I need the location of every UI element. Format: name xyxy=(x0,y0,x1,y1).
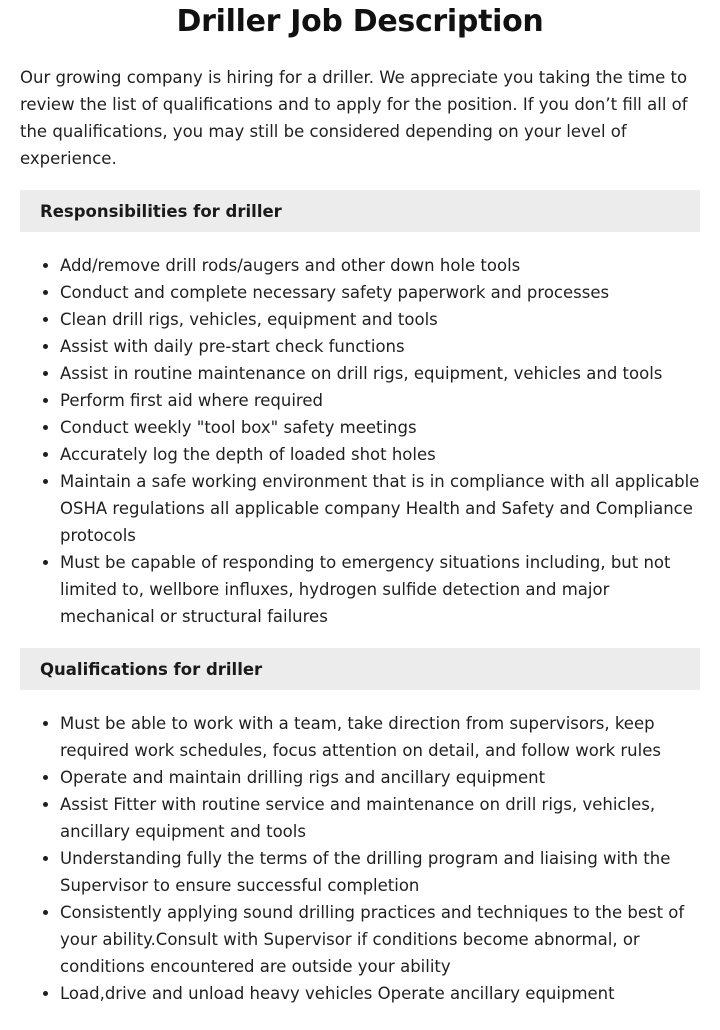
qualifications-list xyxy=(20,710,700,1007)
list-item: • Consistently applying sound drilling practices and techniques to the best of your ability.Consult with Supervisor if conditions become abnormal, or conditions encountered are outside your ability xyxy=(60,899,700,980)
list-item: • Accurately log the depth of loaded shot holes xyxy=(60,441,700,468)
list-item: • Operate and maintain drilling rigs and ancillary equipment xyxy=(60,764,700,791)
list-item: • Must be able to work with a team, take direction from supervisors, keep required work schedules, focus attention on detail, and follow work rules xyxy=(60,710,700,764)
qualifications-header xyxy=(20,648,700,690)
list-item: • Clean drill rigs, vehicles, equipment and tools xyxy=(60,306,700,333)
list-item: • Conduct weekly "tool box" safety meetings xyxy=(60,414,700,441)
list-item: • Load,drive and unload heavy vehicles Operate ancillary equipment xyxy=(60,980,700,1007)
list-item: • Must be capable of responding to emergency situations including, but not limited to, wellbore influxes, hydrogen sulfide detection and major mechanical or structural failures xyxy=(60,549,700,630)
intro-paragraph: Our growing company is hiring for a driller. We appreciate you taking the time to review the list of qualifications and to apply for the position. If you don’t fill all of the qualifications, you may still be considered depending on your level of experience. xyxy=(20,68,688,168)
list-item: • Assist Fitter with routine service and maintenance on drill rigs, vehicles, ancillary equipment and tools xyxy=(60,791,700,845)
list-item: • Assist in routine maintenance on drill rigs, equipment, vehicles and tools xyxy=(60,360,700,387)
list-item: • Add/remove drill rods/augers and other down hole tools xyxy=(60,252,700,279)
list-item: • Understanding fully the terms of the drilling program and liaising with the Supervisor to ensure successful completion xyxy=(60,845,700,899)
list-item: • Assist with daily pre-start check functions xyxy=(60,333,700,360)
list-item: • Maintain a safe working environment that is in compliance with all applicable OSHA regulations all applicable company Health and Safety and Compliance protocols xyxy=(60,468,700,549)
list-item: • Perform first aid where required xyxy=(60,387,700,414)
list-item: • Conduct and complete necessary safety paperwork and processes xyxy=(60,279,700,306)
responsibilities-list xyxy=(20,252,700,630)
responsibilities-heading: Responsibilities for driller xyxy=(40,201,282,221)
responsibilities-header xyxy=(20,190,700,232)
page-title: Driller Job Description xyxy=(176,4,544,39)
qualifications-heading: Qualifications for driller xyxy=(40,659,263,679)
